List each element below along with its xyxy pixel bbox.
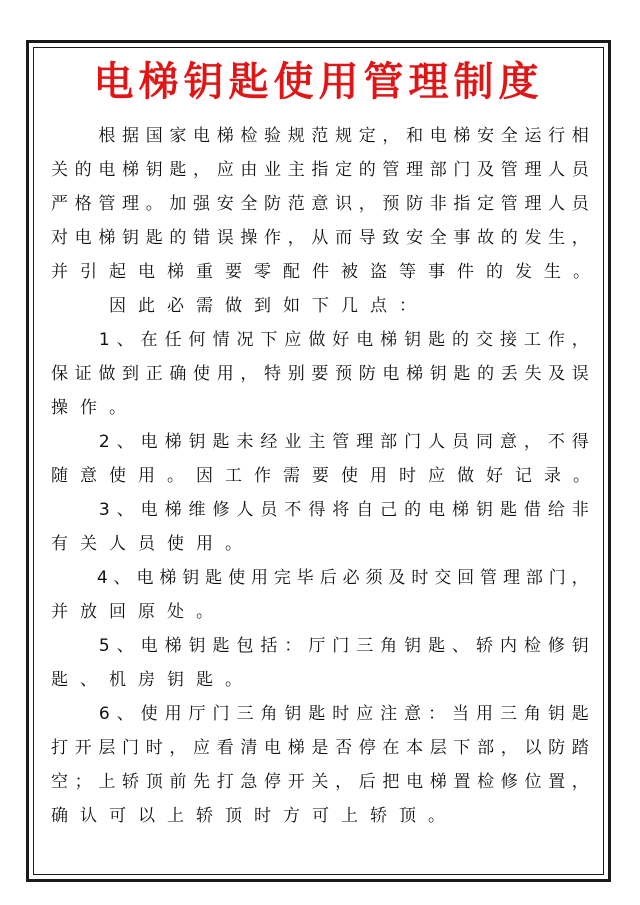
- text-line: 空 ； 上 轿 顶 前 先 打 急 停 开 关 ， 后 把 电 梯 置 检 修 位 置 ，: [51, 772, 589, 792]
- text-line: 6 、 使 用 厅 门 三 角 钥 匙 时 应 注 意 ： 当 用 三 角 钥 匙: [98, 704, 589, 724]
- text-line: 并 引 起 电 梯 重 要 零 配 件 被 盗 等 事 件 的 发 生 。: [51, 262, 590, 282]
- text-line: 关 的 电 梯 钥 匙 ， 应 由 业 主 指 定 的 管 理 部 门 及 管 理 人 员: [51, 160, 589, 180]
- text-line: 确 认 可 以 上 轿 顶 时 方 可 上 轿 顶 。: [51, 806, 445, 826]
- text-line: 保 证 做 到 正 确 使 用 ， 特 别 要 预 防 电 梯 钥 匙 的 丢 失 及 误: [51, 364, 589, 384]
- text-line: 因 此 必 需 做 到 如 下 几 点 ：: [109, 296, 416, 316]
- text-line: 匙 、 机 房 钥 匙 。: [51, 670, 242, 690]
- text-line: 5 、 电 梯 钥 匙 包 括 ： 厅 门 三 角 钥 匙 、 轿 内 检 修 钥: [98, 636, 589, 656]
- text-line: 严 格 管 理 。 加 强 安 全 防 范 意 识 ， 预 防 非 指 定 管 理 人 员: [51, 194, 589, 214]
- text-line: 1 、 在 任 何 情 况 下 应 做 好 电 梯 钥 匙 的 交 接 工 作 ，: [98, 330, 589, 350]
- text-line: 并 放 回 原 处 。: [51, 602, 213, 622]
- text-line: 4 、 电 梯 钥 匙 使 用 完 毕 后 必 须 及 时 交 回 管 理 部 门 ，: [96, 568, 589, 588]
- document-body: [51, 119, 589, 833]
- page-title: 电梯钥匙使用管理制度: [93, 59, 544, 105]
- text-line: 对 电 梯 钥 匙 的 错 误 操 作 ， 从 而 导 致 安 全 事 故 的 发 生 ，: [51, 228, 589, 248]
- text-line: 2 、 电 梯 钥 匙 未 经 业 主 管 理 部 门 人 员 同 意 ， 不 得: [98, 432, 589, 452]
- text-line: 操 作 。: [51, 398, 126, 418]
- text-line: 打 开 层 门 时 ， 应 看 清 电 梯 是 否 停 在 本 层 下 部 ， 以 防 踏: [51, 738, 589, 758]
- text-line: 根 据 国 家 电 梯 检 验 规 范 规 定 ， 和 电 梯 安 全 运 行 相: [98, 126, 589, 146]
- text-line: 3 、 电 梯 维 修 人 员 不 得 将 自 己 的 电 梯 钥 匙 借 给 非: [98, 500, 589, 520]
- text-line: 有 关 人 员 使 用 。: [51, 534, 242, 554]
- text-line: 随 意 使 用 。 因 工 作 需 要 使 用 时 应 做 好 记 录 。: [51, 466, 590, 486]
